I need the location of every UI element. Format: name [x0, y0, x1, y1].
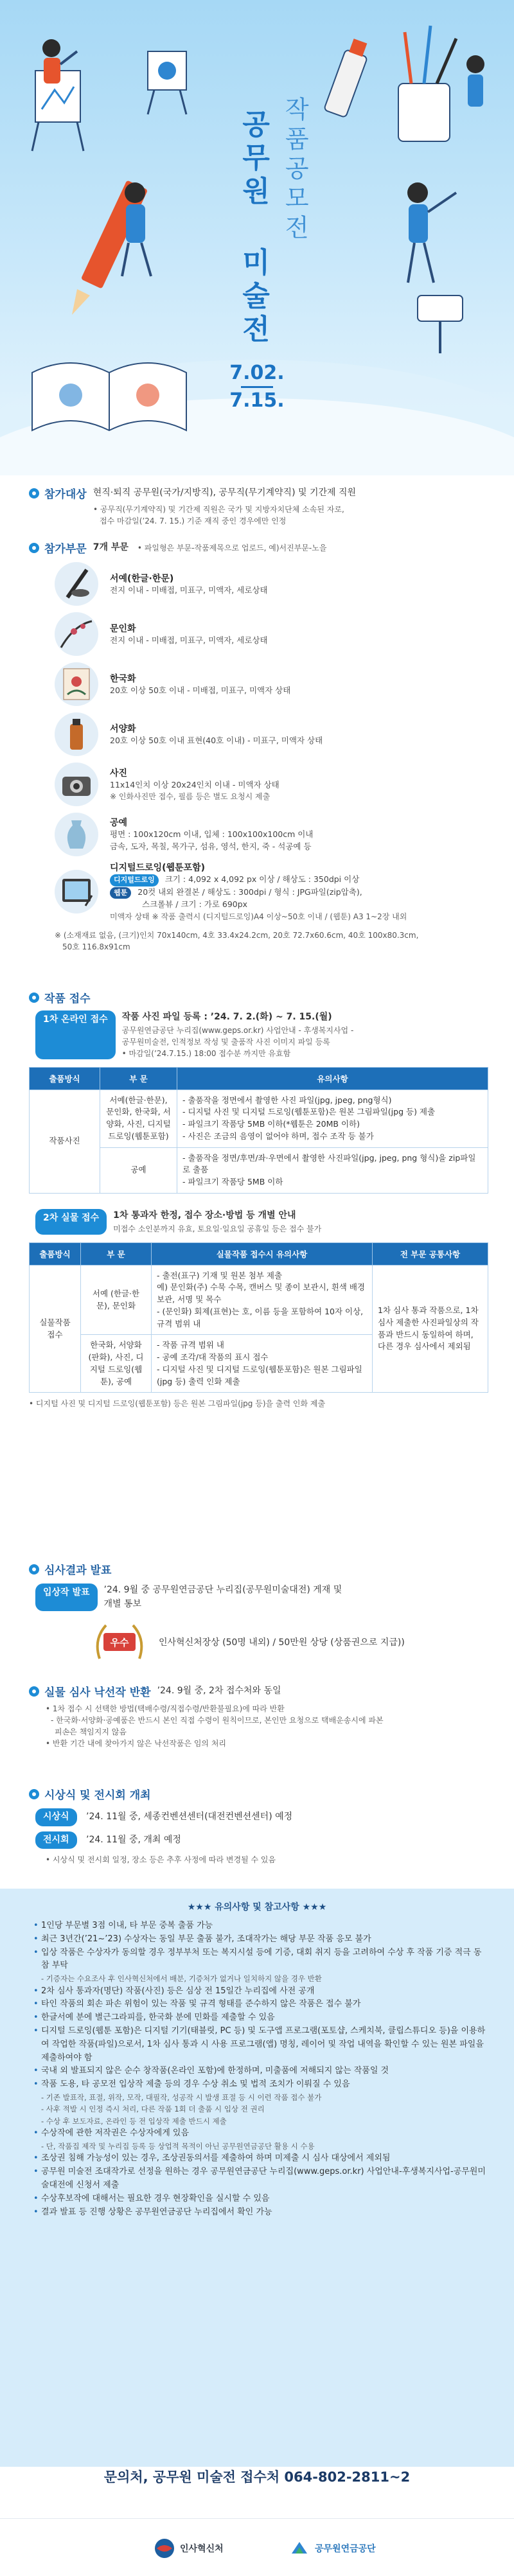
category-calligraphy: [55, 562, 488, 606]
webtoon-tag: 웹툰: [110, 887, 131, 899]
note-line: - 작품 규격 범위 내: [157, 1340, 224, 1350]
notice-item: • 타인 작품의 회손 파손 위험이 있는 작품 및 규격 형태를 준수하지 않은 작품은 접수 불가: [33, 1998, 488, 2011]
open-book-illustration: [26, 334, 193, 437]
prize-text: 인사혁신처장상 (50명 내외) / 50만원 상당 (상품권으로 지급)): [159, 1637, 405, 1648]
notice-item: • 최근 3년간(’21~’23) 수상자는 동일 부문 출품 불가, 조대작가는 해당 부문 작품 응모 불가: [33, 1933, 488, 1946]
note-line: - 사진은 조금의 음영이 없어야 하며, 접수 조작 등 불가: [182, 1131, 374, 1141]
bullet-icon: [29, 543, 39, 553]
prize-row: [93, 1620, 488, 1665]
hero-title: 공무원 미술전: [236, 109, 270, 348]
exhibit-pill: 전시회: [35, 1831, 77, 1849]
note-line: 예) 문인화(주) 수묵 수목, 캔버스 및 종이 보관시, 흰색 배경 보관, 서명 및 목수: [157, 1282, 365, 1305]
category-name: 사진: [110, 768, 128, 779]
common-cell: 1차 심사 통과 작품으로, 1차 심사 제출한 사진파일상의 작품과 반드시 동일하여 하며, 다른 경우 심사에서 제외됨: [373, 1265, 488, 1393]
notice-item: • 디지털 드로잉(웹툰 포함)은 디지털 기기(태블릿, PC 등) 및 도구앱 프로그램(포토샵, 스케치북, 클립스튜디오 등)을 이용하여 작업한 작품(파일)으로서, 1차 심사 통과 시 사용 프로그램(앱) 명칭, 레이어 및 작업 내역을 확인할 수 있는 원본 파일을 제출하여야 함: [33, 2025, 488, 2065]
notice-title: ★★★ 유의사항 및 참고사항 ★★★: [187, 1902, 327, 1912]
awards-header: [29, 1561, 488, 1577]
org-name-2: 공무원연금공단: [315, 2544, 376, 2554]
return-header: [29, 1683, 488, 1699]
notes-cell: [152, 1265, 373, 1335]
category-desc: 전지 이내 - 미배접, 미표구, 미액자, 세로상태: [110, 585, 268, 595]
geps-emblem-icon: [289, 2538, 310, 2559]
note-line: - 출전(표구) 기재 및 원본 첨부 제출: [157, 1270, 283, 1280]
category-name: 공예: [110, 818, 128, 829]
table-header: 출품방식: [30, 1067, 100, 1090]
mpm-emblem-icon: [154, 2538, 175, 2559]
note-line: - 파일크기 작품당 5MB 이하: [182, 1177, 283, 1187]
eligibility-note-1: • 공무직(무기계약직) 및 기간제 직원은 국가 및 지방자치단체 소속된 자로,: [93, 505, 344, 514]
notice-subitem: - 기존 발표작, 표절, 위작, 모작, 대필작, 성공작 시 발생 표절 등 시 이런 작품 접수 불가: [41, 2092, 322, 2102]
roller-figure-illustration: [360, 167, 488, 360]
note-line: - 공예 조각/대 작품의 표시 접수: [157, 1352, 269, 1363]
notice-subitem: - 수상 후 보도자료, 온라인 등 전 입상작 제출 반드시 제출: [41, 2116, 227, 2126]
category-cell: 서예 (한글·한문), 문인화: [81, 1265, 152, 1335]
bullet-icon: [29, 1686, 39, 1697]
notice-list: [33, 1919, 488, 2219]
exhibit-row: [35, 1831, 488, 1849]
category-literati: [55, 612, 488, 656]
section-eligibility: [29, 485, 488, 527]
round2-note: 미접수 소인분까지 유효, 토요일·일요일 공휴일 등은 접수 불가: [113, 1224, 322, 1233]
notice-item: • 작품 도용, 타 공모전 입상작 제출 등의 경우 수상 취소 및 법적 조치가 이뤄질 수 있음: [33, 2078, 488, 2092]
category-name: 서예(한글·한문): [110, 573, 174, 584]
category-desc-note: ※ 인화사진만 접수, 필름 등은 별도 요청시 제출: [110, 792, 270, 802]
size-note-1: ※ (소재재료 없음, (크기)인치 70x140cm, 4호 33.4x24.2cm, 20호 72.7x60.6cm, 40호 100x80.3cm,: [55, 931, 419, 940]
round2-table: [29, 1242, 488, 1393]
webtoon-spec-2: 스크롤뷰 / 크기 : 가로 690px: [142, 899, 248, 910]
return-note-2: - 한국화·서양화·공예품은 반드시 본인 직접 수령이 원칙이므로, 본인만 요청으로 택배운송시에 파본: [51, 1716, 384, 1725]
table-row: [30, 1265, 488, 1335]
category-korean-painting: [55, 662, 488, 706]
hero-subtitle: 작품공모전: [280, 96, 309, 244]
notice-item: • 한글서예 분에 별근그라피를, 한국화 분에 민화를 제출할 수 있음: [33, 2011, 488, 2025]
note-line: - 디지털 사진 및 디지털 드로잉(웹툰포함)은 원본 그림파일(jpg 등) 출력 인화 제출: [157, 1364, 362, 1386]
notice-item: • 수상후보작에 대해서는 필요한 경우 현장확인을 실시할 수 있음: [33, 2192, 488, 2206]
ink-painting-icon: [55, 612, 98, 656]
category-desc: 평면 : 100x120cm 이내, 입체 : 100x100x100cm 이내: [110, 829, 314, 840]
bullet-icon: [29, 1789, 39, 1799]
submission-heading: 작품 접수: [44, 992, 91, 1005]
eligibility-text: 현직·퇴직 공무원(국가/지방직), 공무직(무기계약직) 및 기간제 직원: [93, 487, 357, 498]
pencil-figure-illustration: [39, 167, 193, 334]
tablet-icon: [55, 870, 98, 913]
table-header: 부 문: [81, 1242, 152, 1265]
section-exhibition: [29, 1786, 488, 1866]
category-cell: 서예(한글·한문), 문인화, 한국화, 서양화, 사진, 디지털 드로잉(웹툰포함): [100, 1090, 177, 1147]
date-end: 7.15.: [229, 389, 285, 412]
camera-icon: [55, 763, 98, 806]
table-header: 실물작품 접수시 유의사항: [152, 1242, 373, 1265]
exhibition-header: [29, 1786, 488, 1802]
bullet-icon: [29, 488, 39, 498]
category-desc: 20호 이상 50호 이내 - 미배접, 미표구, 미액자 상태: [110, 685, 291, 695]
notice-subitem: - 사후 적발 시 인정 즉시 처리, 다른 작품 1회 더 출품 시 입상 전 권리: [41, 2104, 265, 2114]
ceremony-pill: 시상식: [35, 1808, 77, 1826]
return-note-3: 피손은 책임지지 않음: [55, 1727, 127, 1736]
categories-count: 7개 부문: [93, 542, 128, 552]
ceremony-row: [35, 1808, 488, 1826]
notice-item: • 수상작에 관한 저작권은 수상자에게 있음: [33, 2127, 488, 2140]
return-note-4: • 반환 기간 내에 찾아가지 않은 낙선작품은 임의 처리: [46, 1739, 227, 1748]
category-craft: [55, 813, 488, 856]
date-start: 7.02.: [229, 362, 285, 384]
submission-header: [29, 989, 488, 1005]
digital-drawing-note: 미액자 상태 ※ 작품 출력시 (디지털드로잉)A4 이상~50호 이내 / (웹툰) A3 1~2장 내외: [110, 912, 407, 921]
hero-banner: [0, 0, 514, 475]
org-logo-1: [154, 2538, 224, 2559]
category-desc: 전지 이내 - 미배접, 미표구, 미액자, 세로상태: [110, 635, 268, 645]
category-name: 서양화: [110, 723, 136, 734]
round2-row: [35, 1209, 488, 1235]
section-awards: [29, 1561, 488, 1665]
bullet-icon: [29, 1564, 39, 1575]
category-cell: 공예: [100, 1147, 177, 1193]
notice-panel: [0, 1889, 514, 2467]
categories-count-note: • 파일형은 부문-작품제목으로 업로드, 예)서진부문-노을: [137, 543, 327, 552]
footer: [0, 2518, 514, 2576]
eligibility-note-2: 접수 마감일(’24. 7. 15.) 기준 재직 중인 경우에만 인정: [100, 516, 287, 525]
awards-heading: 심사결과 발표: [44, 1564, 112, 1577]
return-text: ’24. 9월 중, 2차 접수처와 동일: [157, 1685, 281, 1696]
category-photo: [55, 763, 488, 806]
table-header: 출품방식: [30, 1242, 81, 1265]
note-line: - (문인화) 회제(표현)는 호, 이름 등을 포함하여 10자 이상, 규격 범위 내: [157, 1306, 364, 1328]
notes-cell: [177, 1147, 488, 1193]
paint-tube-illustration: [321, 39, 373, 135]
table-header: 유의사항: [177, 1067, 488, 1090]
method-cell: 작품사진: [30, 1090, 100, 1193]
note-line: - 출품작을 정면에서 촬영한 사진 파일(jpg, jpeg, png형식): [182, 1095, 392, 1105]
categories-heading: 참가부문: [44, 543, 87, 556]
notice-item: • 공무원 미술전 조대작가로 선정을 원하는 경우 공무원연금공단 누리집(www.geps.or.kr) 사업안내-후생복지사업-공무원미술대전에 신청서 제출: [33, 2166, 488, 2192]
notice-subitem: - 기증자는 수요조사 후 인사혁신처에서 배분, 기증처가 없거나 일치하지 않을 경우 반환: [41, 1974, 322, 1984]
exhibition-note: • 시상식 및 전시회 일정, 장소 등은 추후 사정에 따라 변경될 수 있음: [46, 1855, 276, 1865]
category-cell: 한국화, 서양화(판화), 사진, 디지털 드로잉(웹툰), 공예: [81, 1335, 152, 1393]
awards-text-2: 개별 통보: [103, 1598, 142, 1609]
notice-item: • 결과 발표 등 진행 상황은 공무원연금공단 누리집에서 확인 가능: [33, 2206, 488, 2219]
round1-row: [35, 1010, 488, 1059]
awards-pill: 입상작 발표: [35, 1584, 98, 1611]
section-return: [29, 1683, 488, 1749]
section-categories: [29, 540, 488, 953]
notice-item: • 2차 심사 통과자(명단) 작품(사진) 등은 심상 전 15일간 누리집에 사전 공개: [33, 1985, 488, 1998]
eligibility-header: [29, 485, 488, 501]
round1-table: [29, 1067, 488, 1194]
award-badge: [93, 1620, 146, 1665]
date-divider: [241, 386, 273, 388]
ceremony-text: ’24. 11월 중, 세종컨벤션센터(대전컨벤션센터) 예정: [86, 1812, 293, 1822]
table-header: 부 문: [100, 1067, 177, 1090]
notice-item: • 국내 외 발표되지 않은 순수 창작품(온라인 포함)에 한정하며, 미출품에 저해되지 않는 작품일 것: [33, 2065, 488, 2078]
digital-drawing-tag: 디지털드로잉: [110, 874, 159, 887]
korean-painting-icon: [55, 662, 98, 706]
paint-bottle-icon: [55, 712, 98, 756]
category-name: 문인화: [110, 623, 136, 634]
round1-line3: 공무원미술전, 인적정보 작성 및 출품작 사진 이미지 파일 등록: [121, 1037, 330, 1046]
note-line: - 디지털 사진 및 디지털 드로잉(웹툰포함)은 원본 그림파일(jpg 등) 제출: [182, 1107, 436, 1117]
categories-header: [29, 540, 488, 556]
method-cell: 실물작품 접수: [30, 1265, 81, 1393]
table-row: [30, 1090, 488, 1147]
exhibit-text: ’24. 11월 중, 개최 예정: [86, 1834, 181, 1845]
org-logo-2: [289, 2538, 376, 2559]
note-line: - 파일크기 작품당 5MB 이하(*웹툰은 20MB 이하): [182, 1119, 360, 1129]
notice-item: • 1인당 부문별 3점 이내, 타 부문 중복 출품 가능: [33, 1919, 488, 1933]
hero-dates: [225, 363, 289, 410]
award-badge-label: 우수: [110, 1637, 129, 1649]
digital-drawing-spec: 크기 : 4,092 x 4,092 px 이상 / 해상도 : 350dpi 이상: [164, 874, 360, 885]
notice-item: • 입상 작품은 수상자가 동의할 경우 정부부처 또는 복지시설 등에 기증, 대회 취지 등을 고려하여 수상 후 작품 기증 적극 동참 부탁: [33, 1946, 488, 1973]
round2-text: 1차 통과자 한정, 접수 장소·방법 등 개별 안내: [113, 1210, 296, 1221]
category-digital-drawing: [55, 863, 488, 921]
round2-pill: 2차 실물 접수: [35, 1209, 107, 1235]
round1-line4: • 마감일(’24.7.15.) 18:00 접수분 까지만 유효함: [121, 1048, 291, 1058]
painter-illustration: [26, 26, 122, 154]
easel-illustration: [141, 39, 199, 116]
return-note-1: • 1차 접수 시 선택한 방법(택배수령/직접수령/반환불필요)에 따라 반환: [46, 1704, 285, 1713]
webtoon-spec: 20컷 내외 완결본 / 해상도 : 300dpi / 형식 : JPG파일(zip압축),: [137, 887, 362, 897]
category-western-painting: [55, 712, 488, 756]
exhibition-heading: 시상식 및 전시회 개최: [44, 1789, 151, 1802]
awards-row: [35, 1584, 488, 1611]
round1-pill: 1차 온라인 접수: [35, 1010, 116, 1059]
category-desc: 20호 이상 50호 이내 표현(40호 이내) - 미표구, 미액자 상태: [110, 735, 323, 745]
org-name-1: 인사혁신처: [180, 2544, 224, 2554]
return-heading: 실물 심사 낙선작 반환: [44, 1686, 151, 1699]
round1-line2: 공무원연금공단 누리집(www.geps.or.kr) 사업안내 - 후생복지사업 -: [121, 1025, 354, 1035]
calligraphy-brush-icon: [55, 562, 98, 606]
note-line: - 출품작을 정면/후면/좌·우면에서 촬영한 사진파일(jpg, jpeg, png 형식)을 zip파일로 출품: [182, 1152, 476, 1175]
awards-text: ’24. 9월 중 공무원연금공단 누리집(공무원미술대전) 게재 및: [103, 1585, 342, 1595]
notice-item: • 조상권 침해 가능성이 있는 경우, 조상권동의서를 제출하여 하며 미제출 시 심사 대상에서 제외됨: [33, 2152, 488, 2166]
category-name: 한국화: [110, 673, 136, 684]
table-header: 전 부문 공통사항: [373, 1242, 488, 1265]
brush-cup-illustration: [386, 19, 495, 148]
notice-subitem: - 단, 작품집 제작 및 누리집 등록 등 상업적 목적이 아닌 공무원연금공단 활용 시 수용: [41, 2141, 315, 2151]
category-name: 디지털드로잉(웹툰포함): [110, 863, 206, 874]
craft-vase-icon: [55, 813, 98, 856]
round1-period: 작품 사진 파일 등록 : ’24. 7. 2.(화) ~ 7. 15.(월): [121, 1012, 332, 1022]
notes-cell: [177, 1090, 488, 1147]
size-note-2: 50호 116.8x91cm: [62, 942, 130, 951]
eligibility-heading: 참가대상: [44, 488, 87, 501]
category-desc: 11x14인치 이상 20x24인치 이내 - 미액자 상태: [110, 779, 279, 790]
section-submission: [29, 989, 488, 1409]
notes-cell: [152, 1335, 373, 1393]
contact-info: 문의처, 공무원 미술전 접수처 064-802-2811~2: [103, 2469, 411, 2485]
bullet-icon: [29, 992, 39, 1003]
category-desc-2: 금속, 도자, 목칠, 목가구, 섬유, 영석, 한지, 죽 - 석공예 등: [110, 842, 312, 851]
table-note: • 디지털 사진 및 디지털 드로잉(웹툰포함) 등은 원본 그림파일(jpg 등)을 출력 인화 제출: [29, 1399, 326, 1409]
